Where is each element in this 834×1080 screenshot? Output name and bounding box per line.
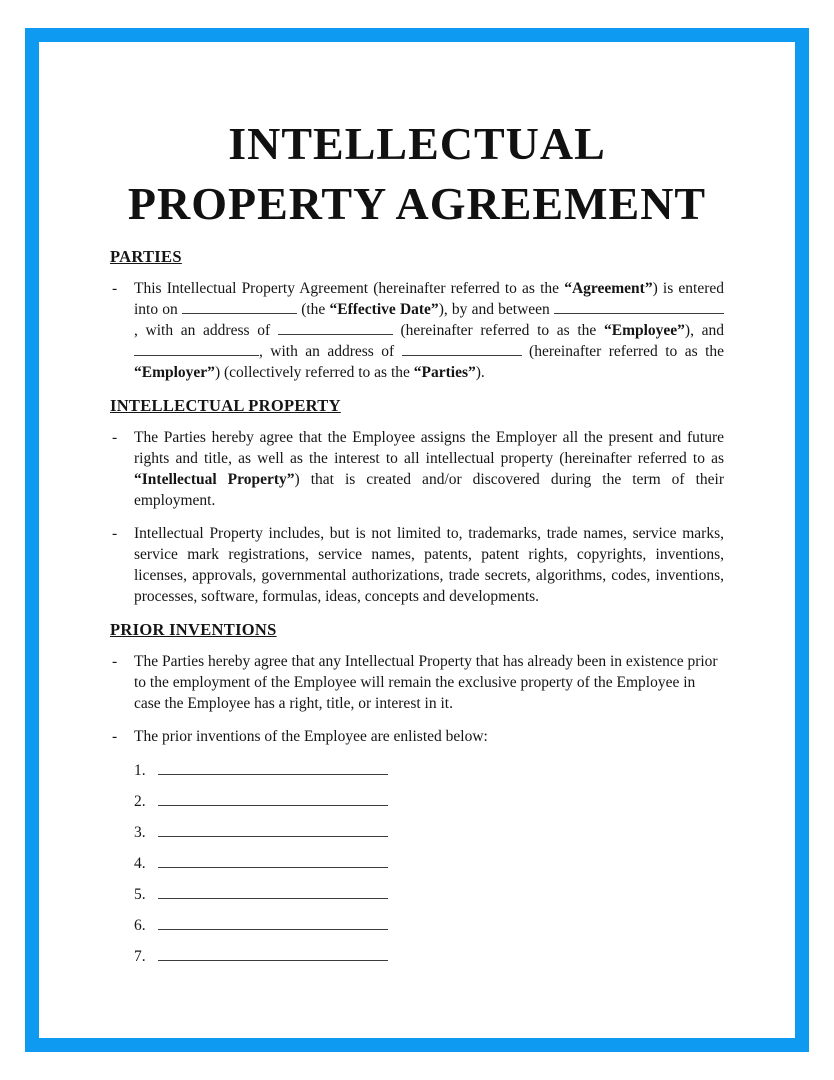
prior-invention-item: [134, 945, 724, 965]
item-number: 6.: [134, 917, 146, 934]
clause-text: “Agreement”: [564, 280, 653, 297]
clause-text: (the: [297, 301, 330, 318]
clause-paragraph: [110, 726, 724, 747]
blank-underline: [158, 852, 388, 868]
bullet-dash: -: [112, 429, 118, 446]
clause-text: ) is entered into on: [134, 280, 724, 318]
title-line-2: PROPERTY AGREEMENT: [127, 178, 707, 229]
clause-text: The prior inventions of the Employee are enlisted below:: [134, 728, 488, 745]
clause-text: This Intellectual Property Agreement (hereinafter referred to as the: [134, 280, 565, 297]
doc-section: [110, 619, 724, 965]
prior-invention-item: [134, 759, 724, 779]
bullet-dash: -: [112, 728, 118, 745]
blank-underline: [554, 300, 724, 314]
blank-underline: [158, 883, 388, 899]
item-number: 5.: [134, 886, 146, 903]
clause-text: ), by and between: [438, 301, 554, 318]
item-number: 3.: [134, 824, 146, 841]
clause-text: “Employer”: [134, 364, 215, 381]
clause-text: , with an address of: [259, 343, 402, 360]
document-sections: [110, 246, 724, 965]
item-number: 7.: [134, 948, 146, 965]
document-title: [110, 114, 724, 234]
blank-underline: [278, 321, 393, 335]
section-heading: PARTIES: [110, 247, 182, 266]
clause-paragraph: [110, 427, 724, 511]
item-number: 1.: [134, 762, 146, 779]
bullet-dash: -: [112, 653, 118, 670]
clause-text: The Parties hereby agree that any Intellectual Property that has already been in existence prior to the employment of the Employee will remain the exclusive property of the Employee in case the Employee has a right, title, or interest in it.: [134, 653, 718, 712]
clause-text: ), and: [684, 322, 725, 339]
clause-paragraph: [110, 651, 724, 714]
blank-underline: [402, 342, 522, 356]
clause-text: “Intellectual Property”: [134, 471, 295, 488]
doc-section: [110, 246, 724, 383]
doc-section: [110, 395, 724, 607]
clause-text: “Employee”: [603, 322, 685, 339]
blank-underline: [182, 300, 297, 314]
clause-text: The Parties hereby agree that the Employee assigns the Employer all the present and future rights and title, as well as the interest to all intellectual property (hereinafter referred to as: [134, 429, 724, 467]
clause-text: (hereinafter referred to as the: [521, 343, 724, 360]
bullet-dash: -: [112, 280, 118, 297]
clause-paragraph: [110, 523, 724, 607]
prior-inventions-list: [110, 759, 724, 965]
clause-text: , with an address of: [134, 322, 278, 339]
blank-underline: [134, 342, 259, 356]
blank-underline: [158, 914, 388, 930]
clause-text: (hereinafter referred to as the: [392, 322, 604, 339]
prior-invention-item: [134, 914, 724, 934]
prior-invention-item: [134, 821, 724, 841]
prior-invention-item: [134, 852, 724, 872]
document-content: [110, 114, 724, 976]
clause-text: Intellectual Property includes, but is not limited to, trademarks, trade names, service marks, service mark registrations, service names, patents, patent rights, copyrights, inventions, licenses, approvals, governmental authorizations, trade secrets, algorithms, codes, inventions, processes, software, formulas, ideas, concepts and developments.: [134, 525, 724, 605]
blank-underline: [158, 790, 388, 806]
prior-invention-item: [134, 883, 724, 903]
clause-text: “Parties”: [413, 364, 476, 381]
item-number: 2.: [134, 793, 146, 810]
clause-text: ).: [475, 364, 485, 381]
clause-text: ) (collectively referred to as the: [214, 364, 414, 381]
blank-underline: [158, 759, 388, 775]
title-line-1: INTELLECTUAL: [228, 118, 606, 169]
item-number: 4.: [134, 855, 146, 872]
section-heading: INTELLECTUAL PROPERTY: [110, 396, 341, 415]
bullet-dash: -: [112, 525, 118, 542]
prior-invention-item: [134, 790, 724, 810]
clause-paragraph: [110, 278, 724, 383]
blank-underline: [158, 945, 388, 961]
clause-text: “Effective Date”: [329, 301, 439, 318]
clause-text: ) that is created and/or discovered during the term of their employment.: [134, 471, 724, 509]
blank-underline: [158, 821, 388, 837]
section-heading: PRIOR INVENTIONS: [110, 620, 277, 639]
